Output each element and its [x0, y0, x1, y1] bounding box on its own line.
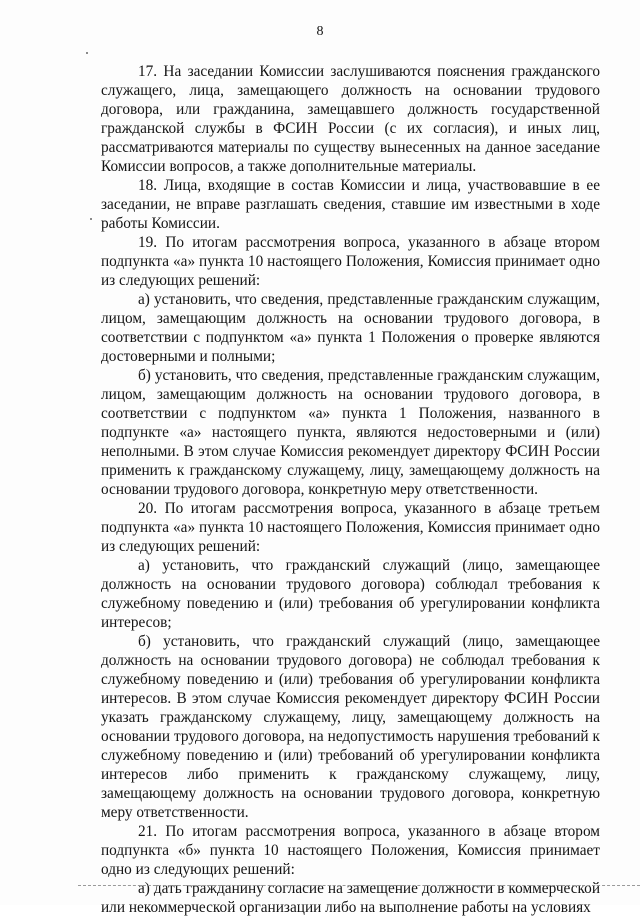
scan-edge-line [78, 885, 640, 886]
paragraph-19-a: а) установить, что сведения, представленные гражданским служащим, лицом, замещающим должность на основании трудового договора, в соответствии с подпунктом «а» пункта 1 Положения о проверке являются достоверными и полными; [101, 291, 600, 365]
paragraph-18: 18. Лица, входящие в состав Комиссии и лица, участвовавшие в ее заседании, не вправе разглашать сведения, ставшие им известными в ходе работы Комиссии. [101, 177, 600, 232]
paragraph-20-a: а) установить, что гражданский служащий (лицо, замещающее должность на основании трудового договора) соблюдал требования к служебному поведению и (или) требования об урегулировании конфликта интересов; [101, 557, 600, 631]
page-number: 8 [316, 24, 324, 39]
document-body [101, 62, 600, 917]
paragraph-19-b: б) установить, что сведения, представленные гражданским служащим, лицом, замещающим должность на основании трудового договора, в соответствии с подпунктом «а» пункта 1 Положения, названного в подпункте «а» настоящего пункта, являются недостоверными и (или) неполными. В этом случае Комиссия рекомендует директору ФСИН России применить к гражданскому служащему, лицу, замещающему должность на основании трудового договора, конкретную меру ответственности. [101, 367, 600, 498]
scan-speck [86, 52, 88, 54]
scan-speck [90, 218, 92, 220]
paragraph-20: 20. По итогам рассмотрения вопроса, указанного в абзаце третьем подпункта «а» пункта 10 настоящего Положения, Комиссия принимает одно из следующих решений: [101, 500, 600, 555]
paragraph-20-b: б) установить, что гражданский служащий (лицо, замещающее должность на основании трудового договора) не соблюдал требования к служебному поведению и (или) требования об урегулировании конфликта интересов. В этом случае Комиссия рекомендует директору ФСИН России указать гражданскому служащему, лицу, замещающему должность на основании трудового договора, на недопустимость нарушения требований к служебному поведению и (или) требований об урегулировании конфликта интересов либо применить к гражданскому служащему, лицу, замещающему должность на основании трудового договора, конкретную меру ответственности. [101, 633, 600, 821]
paragraph-21-a: а) дать гражданину согласие на замещение должности в коммерческой или некоммерческой организации либо на выполнение работы на условиях [101, 880, 600, 916]
paragraph-17: 17. На заседании Комиссии заслушиваются пояснения гражданского служащего, лица, замещающего должность на основании трудового договора, или гражданина, замещавшего должность государственной гражданской службы в ФСИН России (с их согласия), и иных лиц, рассматриваются материалы по существу вынесенных на данное заседание Комиссии вопросов, а также дополнительные материалы. [101, 63, 600, 175]
paragraph-21: 21. По итогам рассмотрения вопроса, указанного в абзаце втором подпункта «б» пункта 10 настоящего Положения, Комиссия принимает одно из следующих решений: [101, 823, 600, 878]
paragraph-19: 19. По итогам рассмотрения вопроса, указанного в абзаце втором подпункта «а» пункта 10 настоящего Положения, Комиссия принимает одно из следующих решений: [101, 234, 600, 289]
